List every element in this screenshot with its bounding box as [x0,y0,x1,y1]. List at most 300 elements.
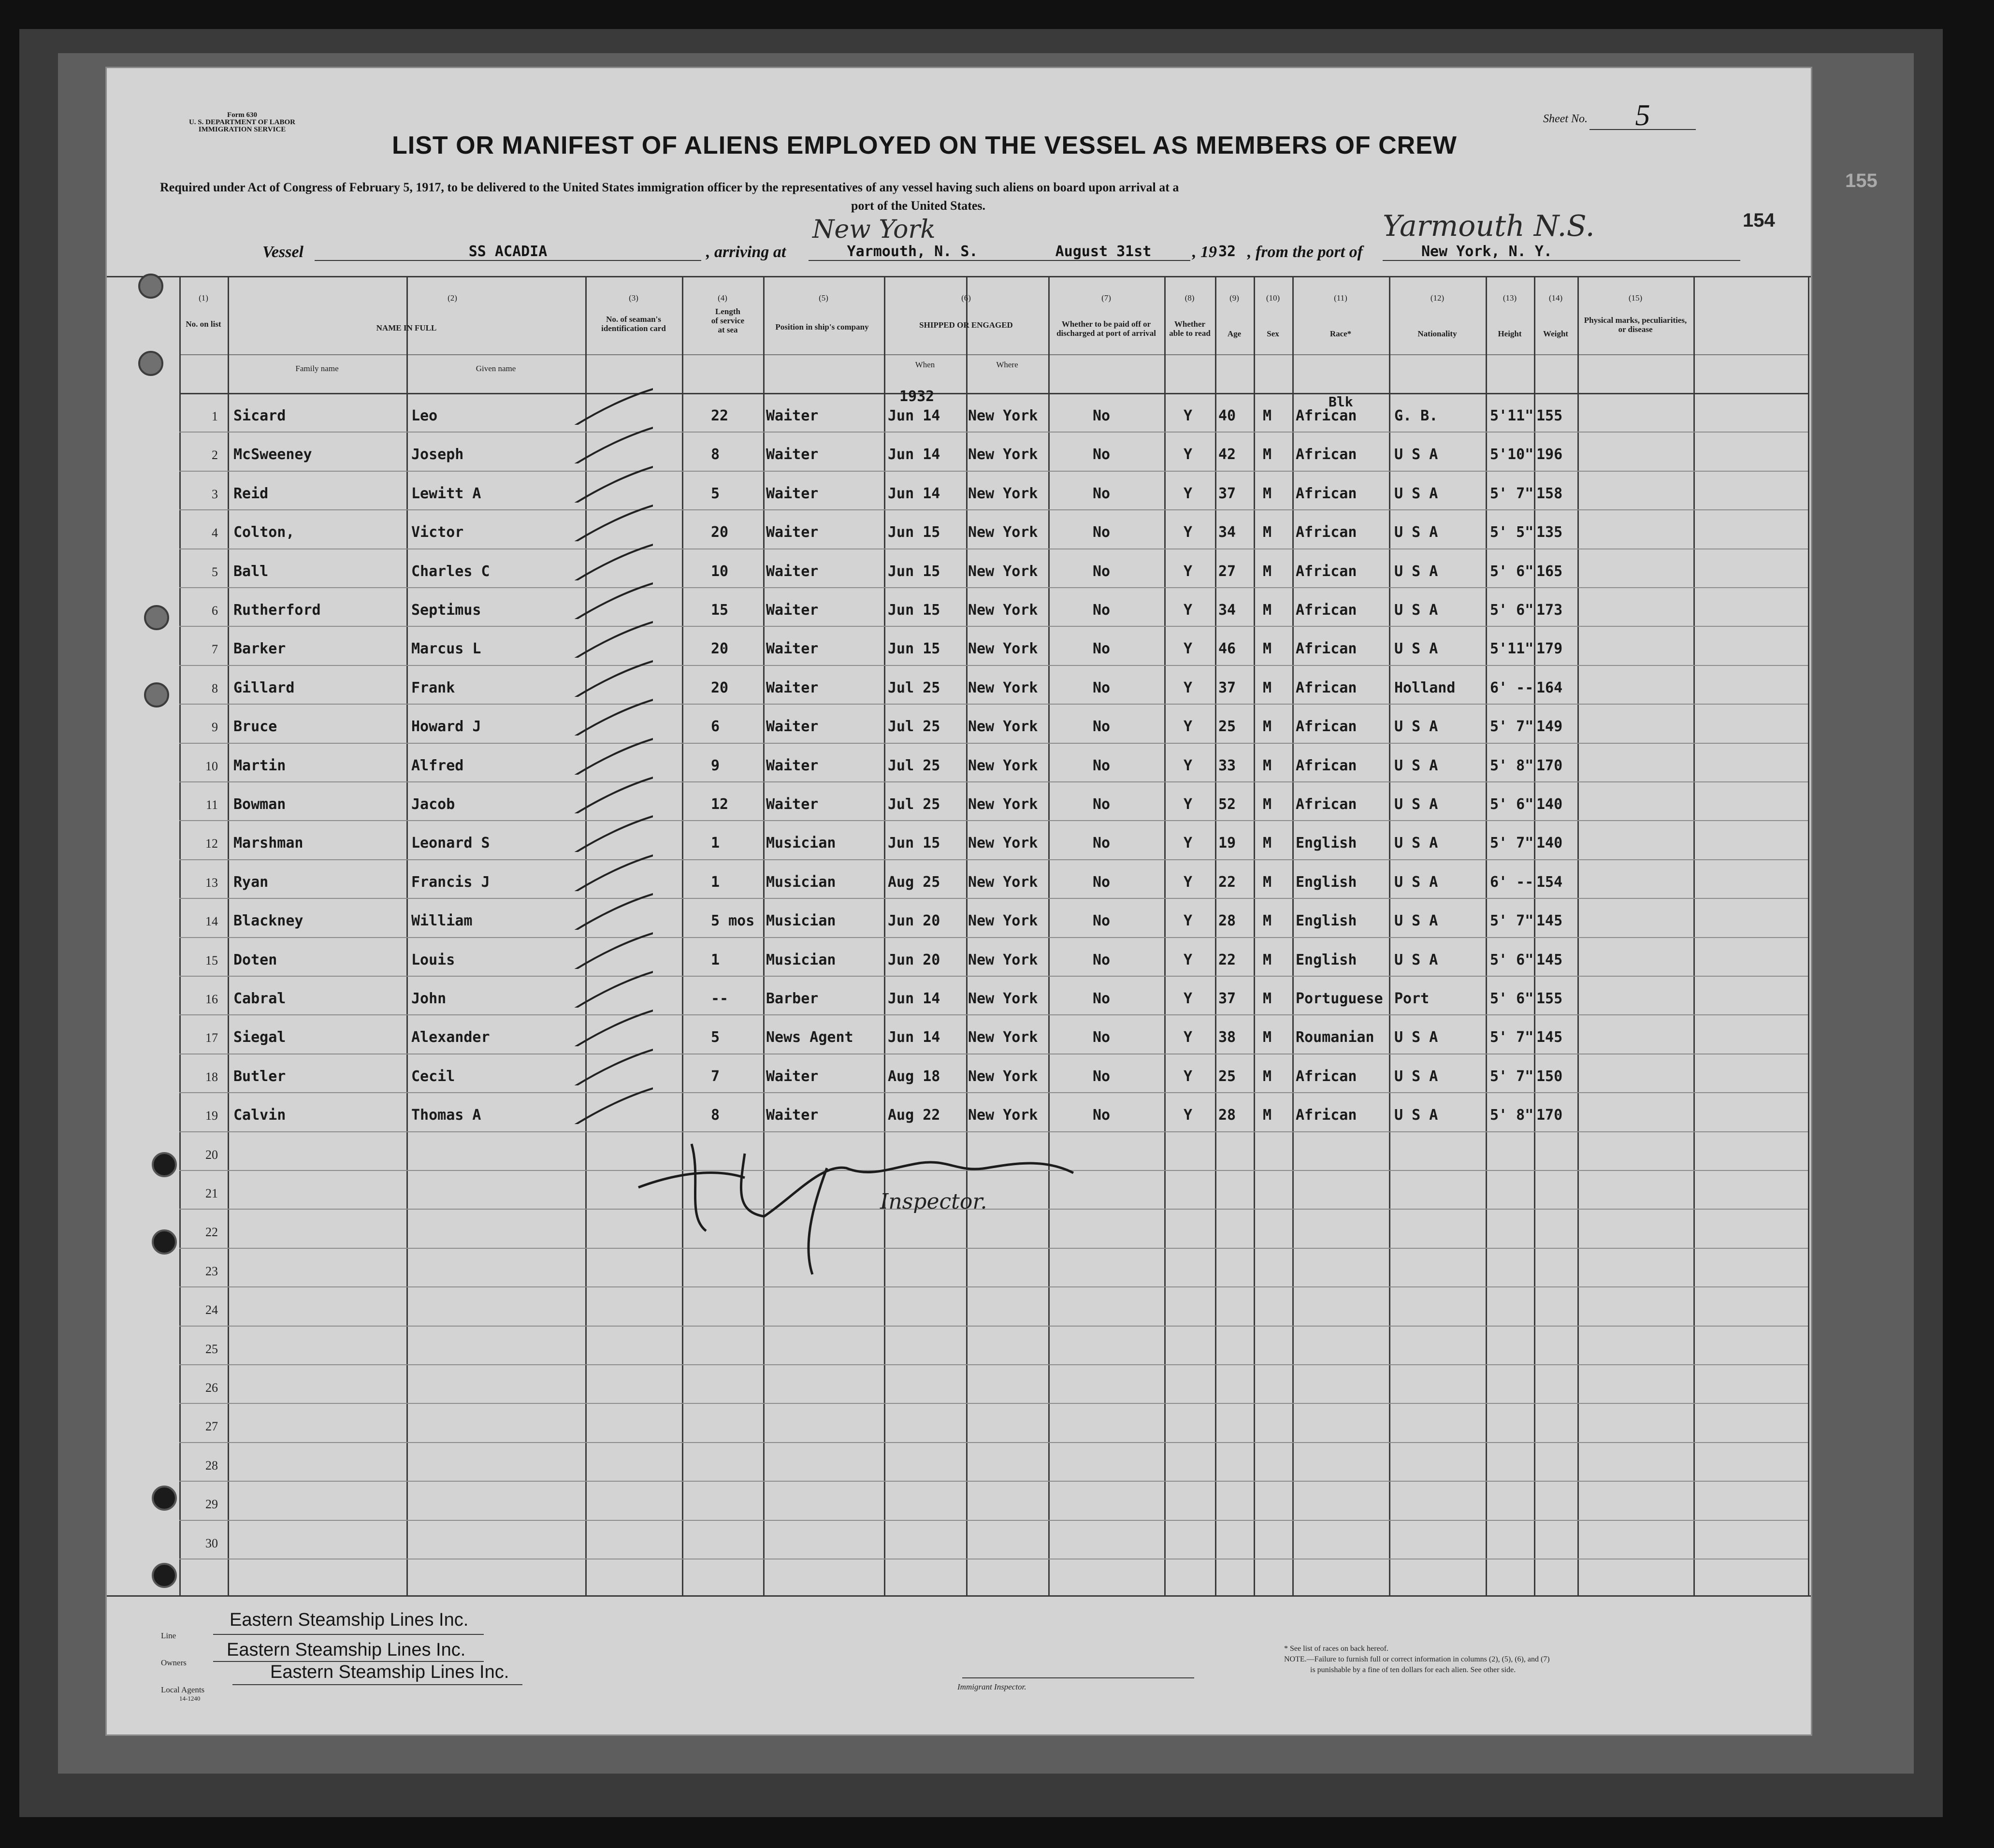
cell-family: Doten [233,951,277,968]
cell-position: Musician [766,873,836,891]
cell-service: 9 [711,757,720,774]
table-top-border [107,276,1812,277]
column-divider [884,276,885,1595]
column-divider [1486,276,1487,1595]
cell-service: 22 [711,407,729,424]
binder-hole [152,1152,177,1177]
cell-given: Alfred [411,757,464,774]
cell-read: Y [1184,640,1193,658]
cell-paid: No [1093,407,1111,424]
cell-read: Y [1184,951,1193,968]
cell-given: Septimus [411,602,481,619]
cell-where: New York [968,796,1038,813]
col-10-header: Sex [1267,329,1279,338]
cell-age: 37 [1218,679,1236,696]
departure-port: New York, N. Y. [1383,243,1740,261]
cell-where: New York [968,873,1038,891]
column-divider [966,276,968,1595]
cell-race: African [1296,524,1357,541]
column-divider [179,276,181,1595]
cell-family: Barker [233,640,286,658]
col-14-header: Weight [1543,329,1568,338]
cell-position: Barber [766,990,819,1007]
column-divider [1577,276,1579,1595]
cell-position: Waiter [766,602,819,619]
cell-nat: U S A [1394,563,1438,580]
cell-family: Cabral [233,990,286,1007]
cell-given: Howard J [411,718,481,736]
column-divider [1808,276,1809,1595]
cell-position: Waiter [766,524,819,541]
cell-paid: No [1093,1107,1111,1124]
cell-service: 20 [711,640,729,658]
row-number: 1 [212,409,218,423]
cell-given: Charles C [411,563,490,580]
subtitle-line-1: Required under Act of Congress of February 5, 1917, to be delivered to the United States immigration officer by the representatives of any vessel having such aliens on board upon arrival at a [160,180,1179,194]
col-5-number: (5) [819,293,828,303]
cell-height: 5' 7" [1490,1029,1534,1046]
cell-read: Y [1184,1029,1193,1046]
cell-given: Lewitt A [411,485,481,502]
cell-read: Y [1184,602,1193,619]
col-6b-header: Where [996,360,1018,369]
line-label: Line [161,1631,176,1640]
cell-height: 5' 6" [1490,990,1534,1007]
cell-given: Alexander [411,1029,490,1046]
row-rule [179,1481,1808,1482]
col-1-number: (1) [199,293,208,303]
line-value: Eastern Steamship Lines Inc. [230,1610,469,1630]
cell-when: Jun 14 [888,446,940,463]
cell-given: Leo [411,407,438,424]
cell-service: 10 [711,563,729,580]
cell-where: New York [968,1107,1038,1124]
table-bottom-border [107,1595,1812,1597]
cell-when: Jun 15 [888,524,940,541]
col-3-number: (3) [629,293,638,303]
cell-when: Jul 25 [888,757,940,774]
cell-position: Waiter [766,757,819,774]
row-number: 24 [205,1303,218,1317]
row-rule [179,1286,1808,1287]
cell-service: 5 [711,1029,720,1046]
cell-family: Martin [233,757,286,774]
check-mark-icon [547,964,653,1008]
arriving-port: Yarmouth, N. S. [809,243,1016,261]
cell-family: Marshman [233,835,303,852]
cell-position: Waiter [766,1068,819,1085]
cell-when: Jun 20 [888,951,940,968]
row-number: 10 [205,759,218,773]
cell-nat: U S A [1394,796,1438,813]
cell-race: African [1296,563,1357,580]
cell-position: Musician [766,951,836,968]
cell-race: African [1296,1068,1357,1085]
row-rule [179,704,1808,705]
cell-race: African [1296,1107,1357,1124]
cell-position: Musician [766,912,836,930]
cell-read: Y [1184,679,1193,696]
col-4-number: (4) [718,293,727,303]
cell-service: -- [711,990,729,1007]
cell-age: 46 [1218,640,1236,658]
cell-race: African [1296,679,1357,696]
row-number: 2 [212,448,218,462]
cell-read: Y [1184,990,1193,1007]
cell-service: 1 [711,951,720,968]
cell-paid: No [1093,640,1111,658]
cell-paid: No [1093,757,1111,774]
cell-height: 5' 7" [1490,718,1534,736]
cell-when: Jun 14 [888,485,940,502]
row-number: 9 [212,720,218,735]
cell-paid: No [1093,1029,1111,1046]
cell-paid: No [1093,718,1111,736]
cell-race: African [1296,796,1357,813]
cell-read: Y [1184,835,1193,852]
sheet-number: 5 [1589,102,1696,130]
cell-weight: 145 [1536,912,1563,930]
cell-read: Y [1184,757,1193,774]
cell-service: 8 [711,446,720,463]
check-mark-icon [547,653,653,697]
row-number: 5 [212,564,218,579]
cell-sex: M [1263,602,1272,619]
line-rule [213,1634,484,1635]
subtitle-line-2: port of the United States. [851,199,986,213]
cell-height: 6' -- [1490,873,1534,891]
col-15-number: (15) [1628,293,1643,303]
cell-given: William [411,912,473,930]
cell-age: 25 [1218,1068,1236,1085]
col-15-header: Physical marks, peculiarities, or disease [1584,316,1687,334]
col-2b-header: Given name [476,364,516,373]
cell-race: Portuguese [1296,990,1383,1007]
cell-weight: 196 [1536,446,1563,463]
row-number: 27 [205,1419,218,1434]
cell-given: Jacob [411,796,455,813]
row-number: 14 [205,914,218,929]
cell-read: Y [1184,524,1193,541]
cell-nat: U S A [1394,1068,1438,1085]
agents-label: Local Agents [161,1685,205,1694]
row-rule [179,859,1808,860]
cell-weight: 154 [1536,873,1563,891]
cell-service: 1 [711,873,720,891]
cell-when: Aug 18 [888,1068,940,1085]
cell-read: Y [1184,1068,1193,1085]
cell-height: 5' 6" [1490,563,1534,580]
cell-family: Bruce [233,718,277,736]
column-divider [1292,276,1294,1595]
binder-hole [152,1229,177,1255]
row-number: 16 [205,992,218,1006]
col-8-header: Whether able to read [1169,319,1211,338]
inspector-title: Inspector. [880,1189,987,1214]
cell-when: Jun 14 [888,407,940,424]
cell-family: Sicard [233,407,286,424]
cell-height: 5' 8" [1490,1107,1534,1124]
col-3-header: No. of seaman's identification card [601,315,666,333]
sheet-number-label: Sheet No. [1543,113,1588,125]
col-6-number: (6) [961,293,971,303]
cell-sex: M [1263,718,1272,736]
cell-sex: M [1263,1029,1272,1046]
row-number: 13 [205,875,218,890]
row-number: 22 [205,1225,218,1240]
cell-when: Jun 14 [888,990,940,1007]
cell-weight: 135 [1536,524,1563,541]
cell-weight: 149 [1536,718,1563,736]
cell-where: New York [968,718,1038,736]
cell-where: New York [968,951,1038,968]
cell-where: New York [968,602,1038,619]
col-13-number: (13) [1503,293,1517,303]
cell-when: Aug 22 [888,1107,940,1124]
cell-given: Frank [411,679,455,696]
cell-position: Waiter [766,1107,819,1124]
agents-rule [232,1684,522,1685]
cell-race: African [1296,640,1357,658]
col-11-number: (11) [1334,293,1347,303]
col-7-header: Whether to be paid off or discharged at port of arrival [1056,319,1156,338]
row-rule [179,976,1808,977]
cell-race: English [1296,835,1357,852]
check-mark-icon [547,1081,653,1124]
col-12-header: Nationality [1417,329,1457,338]
cell-height: 5' 6" [1490,602,1534,619]
cell-weight: 145 [1536,951,1563,968]
cell-age: 28 [1218,912,1236,930]
cell-weight: 140 [1536,835,1563,852]
column-divider [1254,276,1255,1595]
column-divider [1164,276,1166,1595]
cell-race: English [1296,873,1357,891]
column-divider [406,276,408,1595]
cell-age: 40 [1218,407,1236,424]
cell-sex: M [1263,796,1272,813]
row-rule [179,820,1808,821]
cell-family: Calvin [233,1107,286,1124]
cell-weight: 165 [1536,563,1563,580]
cell-given: Cecil [411,1068,455,1085]
col-11-header: Race* [1329,329,1352,338]
cell-position: Musician [766,835,836,852]
cell-sex: M [1263,951,1272,968]
cell-read: Y [1184,1107,1193,1124]
check-mark-icon [547,848,653,891]
cell-age: 37 [1218,485,1236,502]
cell-given: John [411,990,447,1007]
cell-nat: U S A [1394,951,1438,968]
cell-race: African [1296,446,1357,463]
cell-paid: No [1093,485,1111,502]
footer-note-2: NOTE.—Failure to furnish full or correct information in columns (2), (5), (6), and (7) [1284,1655,1550,1663]
column-divider [763,276,765,1595]
arrival-year: 32 [1218,243,1236,260]
cell-where: New York [968,563,1038,580]
cell-when: Jun 15 [888,563,940,580]
cell-weight: 145 [1536,1029,1563,1046]
row-number: 19 [205,1109,218,1123]
cell-age: 27 [1218,563,1236,580]
cell-height: 5' 8" [1490,757,1534,774]
cell-weight: 158 [1536,485,1563,502]
row-number: 3 [212,487,218,501]
cell-when: Jun 15 [888,640,940,658]
check-mark-icon [547,886,653,930]
cell-where: New York [968,912,1038,930]
cell-sex: M [1263,679,1272,696]
cell-family: Reid [233,485,269,502]
check-mark-icon [547,1003,653,1046]
cell-given: Victor [411,524,464,541]
row-number: 17 [205,1031,218,1045]
service-name: IMMIGRATION SERVICE [198,126,286,133]
row-number: 7 [212,642,218,657]
cell-read: Y [1184,446,1193,463]
row-rule [179,665,1808,666]
check-mark-icon [547,537,653,580]
cell-nat: U S A [1394,873,1438,891]
cell-paid: No [1093,446,1111,463]
footer-note-1: * See list of races on back hereof. [1284,1645,1388,1653]
cell-when: Jul 25 [888,718,940,736]
cell-sex: M [1263,446,1272,463]
cell-given: Marcus L [411,640,481,658]
cell-race: African [1296,602,1357,619]
col-1-header: No. on list [186,319,221,329]
cell-age: 22 [1218,951,1236,968]
row-number: 6 [212,604,218,618]
cell-when: Jun 15 [888,602,940,619]
cell-nat: U S A [1394,602,1438,619]
cell-race: African [1296,718,1357,736]
row-rule [179,1442,1808,1443]
cell-nat: U S A [1394,524,1438,541]
col-6-header: SHIPPED OR ENGAGED [919,320,1013,330]
cell-where: New York [968,640,1038,658]
row-rule [179,471,1808,472]
cell-service: 20 [711,524,729,541]
cell-position: Waiter [766,796,819,813]
column-divider [682,276,683,1595]
cell-nat: U S A [1394,640,1438,658]
footer-form-code: 14-1240 [179,1695,201,1702]
arriving-port-handwritten: New York [812,215,936,244]
cell-age: 28 [1218,1107,1236,1124]
cell-family: McSweeney [233,446,312,463]
cell-service: 1 [711,835,720,852]
cell-height: 6' -- [1490,679,1534,696]
cell-paid: No [1093,951,1111,968]
cell-race: Roumanian [1296,1029,1374,1046]
cell-height: 5' 7" [1490,1068,1534,1085]
cell-nat: U S A [1394,912,1438,930]
column-divider [1048,276,1050,1595]
cell-when: Aug 25 [888,873,940,891]
agents-value: Eastern Steamship Lines Inc. [270,1662,509,1682]
year-header: 1932 [899,388,935,405]
cell-service: 8 [711,1107,720,1124]
cell-race: African [1296,485,1357,502]
col-6a-header: When [915,360,935,369]
cell-age: 52 [1218,796,1236,813]
cell-weight: 164 [1536,679,1563,696]
cell-read: Y [1184,718,1193,736]
cell-position: Waiter [766,640,819,658]
cell-sex: M [1263,912,1272,930]
check-mark-icon [547,692,653,736]
footer-note-3: is punishable by a fine of ten dollars for each alien. See other side. [1310,1666,1516,1674]
row-rule [179,743,1808,744]
cell-weight: 155 [1536,990,1563,1007]
cell-sex: M [1263,757,1272,774]
manifest-title: LIST OR MANIFEST OF ALIENS EMPLOYED ON THE VESSEL AS MEMBERS OF CREW [392,131,1457,159]
cell-race: African [1296,407,1357,424]
cell-paid: No [1093,796,1111,813]
cell-service: 20 [711,679,729,696]
row-rule [179,1364,1808,1365]
row-number: 15 [205,953,218,967]
cell-service: 5 [711,485,720,502]
arriving-label: , arriving at [706,243,786,261]
year-prefix: , 19 [1192,243,1217,261]
col-14-number: (14) [1548,293,1563,303]
cell-sex: M [1263,1107,1272,1124]
cell-given: Louis [411,951,455,968]
cell-position: Waiter [766,718,819,736]
cell-nat: U S A [1394,446,1438,463]
cell-family: Blackney [233,912,303,930]
cell-age: 22 [1218,873,1236,891]
check-mark-icon [547,770,653,813]
cell-family: Butler [233,1068,286,1085]
cell-age: 34 [1218,602,1236,619]
cell-when: Jul 25 [888,796,940,813]
col-5-header: Position in ship's company [775,322,869,332]
cell-when: Jun 15 [888,835,940,852]
cell-paid: No [1093,990,1111,1007]
cell-height: 5' 5" [1490,524,1534,541]
cell-paid: No [1093,1068,1111,1085]
cell-age: 33 [1218,757,1236,774]
cell-read: Y [1184,563,1193,580]
row-rule [179,1520,1808,1521]
margin-number-top: 155 [1845,170,1878,191]
check-mark-icon [547,420,653,463]
row-rule [179,1014,1808,1015]
cell-sex: M [1263,835,1272,852]
cell-given: Joseph [411,446,464,463]
department-name: U. S. DEPARTMENT OF LABOR [188,118,296,126]
vessel-label: Vessel [262,243,303,261]
cell-where: New York [968,407,1038,424]
cell-where: New York [968,990,1038,1007]
cell-height: 5'11" [1490,407,1534,424]
cell-family: Siegal [233,1029,286,1046]
cell-height: 5' 7" [1490,835,1534,852]
cell-sex: M [1263,873,1272,891]
cell-weight: 179 [1536,640,1563,658]
column-divider [1693,276,1695,1595]
check-mark-icon [547,808,653,852]
cell-family: Ryan [233,873,269,891]
cell-paid: No [1093,524,1111,541]
cell-read: Y [1184,873,1193,891]
cell-race: English [1296,912,1357,930]
row-number: 28 [205,1458,218,1473]
